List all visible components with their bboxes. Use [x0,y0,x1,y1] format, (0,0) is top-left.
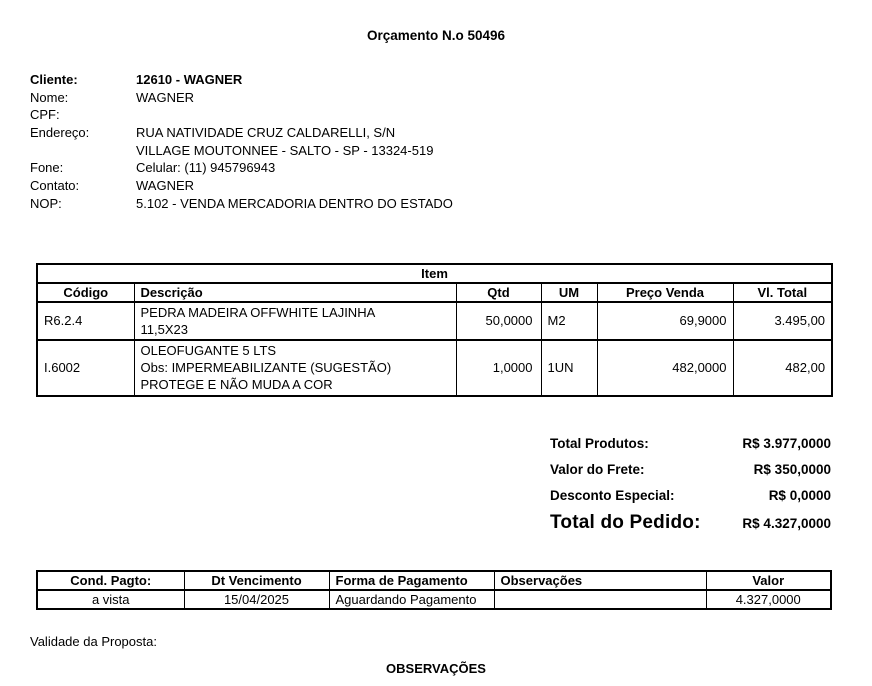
item-vl-total: 482,00 [733,340,832,396]
item-preco-venda: 69,9000 [597,302,733,340]
item-table-header-row [37,283,832,302]
col-header-forma-pagamento: Forma de Pagamento [329,571,494,590]
total-produtos-row [550,431,831,457]
item-row [37,302,832,340]
total-produtos-label: Total Produtos: [550,435,649,451]
item-um: 1UN [541,340,597,396]
payment-cond: a vista [37,590,184,609]
client-field-value: 5.102 - VENDA MERCADORIA DENTRO DO ESTADO [136,195,453,211]
col-header-codigo: Código [37,283,134,302]
totals-block [550,431,831,537]
client-field-nome [30,89,872,107]
desconto-especial-value: R$ 0,0000 [768,487,831,503]
col-header-um: UM [541,283,597,302]
page-title: Orçamento N.o 50496 [366,28,506,43]
payment-obs [494,590,706,609]
client-field-value: VILLAGE MOUTONNEE - SALTO - SP - 13324-519 [136,142,434,158]
client-field-value: WAGNER [136,89,195,105]
payment-forma: Aguardando Pagamento [329,590,494,609]
client-field-cliente [30,71,872,89]
client-field-label: Contato: [30,178,80,194]
valor-frete-row [550,457,831,483]
payment-table [36,570,832,610]
item-qtd: 1,0000 [456,340,541,396]
client-field-value: Celular: (11) 945796943 [136,160,276,176]
client-field-value: RUA NATIVIDADE CRUZ CALDARELLI, S/N [136,125,396,141]
client-field-label: Nome: [30,89,69,105]
payment-row [37,590,831,609]
col-header-observacoes: Observações [494,571,706,590]
item-codigo: R6.2.4 [37,302,134,340]
desconto-especial-row [550,483,831,509]
item-descricao: OLEOFUGANTE 5 LTS Obs: IMPERMEABILIZANTE (SUGESTÃO) PROTEGE E NÃO MUDA A COR [134,340,456,396]
valor-frete-value: R$ 350,0000 [753,461,831,477]
col-header-descricao: Descrição [134,283,456,302]
client-field-endereco-line2 [30,142,872,160]
item-qtd: 50,0000 [456,302,541,340]
client-field-label: Cliente: [30,72,78,87]
item-vl-total: 3.495,00 [733,302,832,340]
total-pedido-row [550,510,831,537]
item-table [36,263,833,397]
valor-frete-label: Valor do Frete: [550,461,645,477]
item-preco-venda: 482,0000 [597,340,733,396]
client-info [30,71,872,213]
client-field-endereco [30,124,872,142]
client-field-label: NOP: [30,195,62,211]
payment-vencimento: 15/04/2025 [184,590,329,609]
col-header-dt-vencimento: Dt Vencimento [184,571,329,590]
item-codigo: I.6002 [37,340,134,396]
desconto-especial-label: Desconto Especial: [550,487,675,503]
col-header-vl-total: Vl. Total [733,283,832,302]
client-field-contato [30,177,872,195]
total-pedido-label: Total do Pedido: [550,511,701,533]
client-field-nop [30,195,872,213]
item-descricao: PEDRA MADEIRA OFFWHITE LAJINHA 11,5X23 [134,302,456,340]
observations-title: OBSERVAÇÕES [386,660,486,676]
col-header-qtd: Qtd [456,283,541,302]
client-field-fone [30,159,872,177]
payment-valor: 4.327,0000 [706,590,831,609]
item-row [37,340,832,396]
payment-header-row [37,571,831,590]
col-header-valor: Valor [706,571,831,590]
col-header-cond-pagto: Cond. Pagto: [37,571,184,590]
client-field-cpf [30,106,872,124]
client-field-label: Fone: [30,160,64,176]
col-header-preco-venda: Preço Venda [597,283,733,302]
client-field-label: Endereço: [30,125,90,141]
item-um: M2 [541,302,597,340]
item-table-group-header: Item [37,264,832,283]
item-table-group-header-row [37,264,832,283]
total-pedido-value: R$ 4.327,0000 [742,515,831,531]
client-field-label: CPF: [30,107,60,123]
client-field-value: WAGNER [136,178,195,194]
client-field-value: 12610 - WAGNER [136,72,243,87]
validity-label: Validade da Proposta: [30,633,157,649]
total-produtos-value: R$ 3.977,0000 [742,435,831,451]
